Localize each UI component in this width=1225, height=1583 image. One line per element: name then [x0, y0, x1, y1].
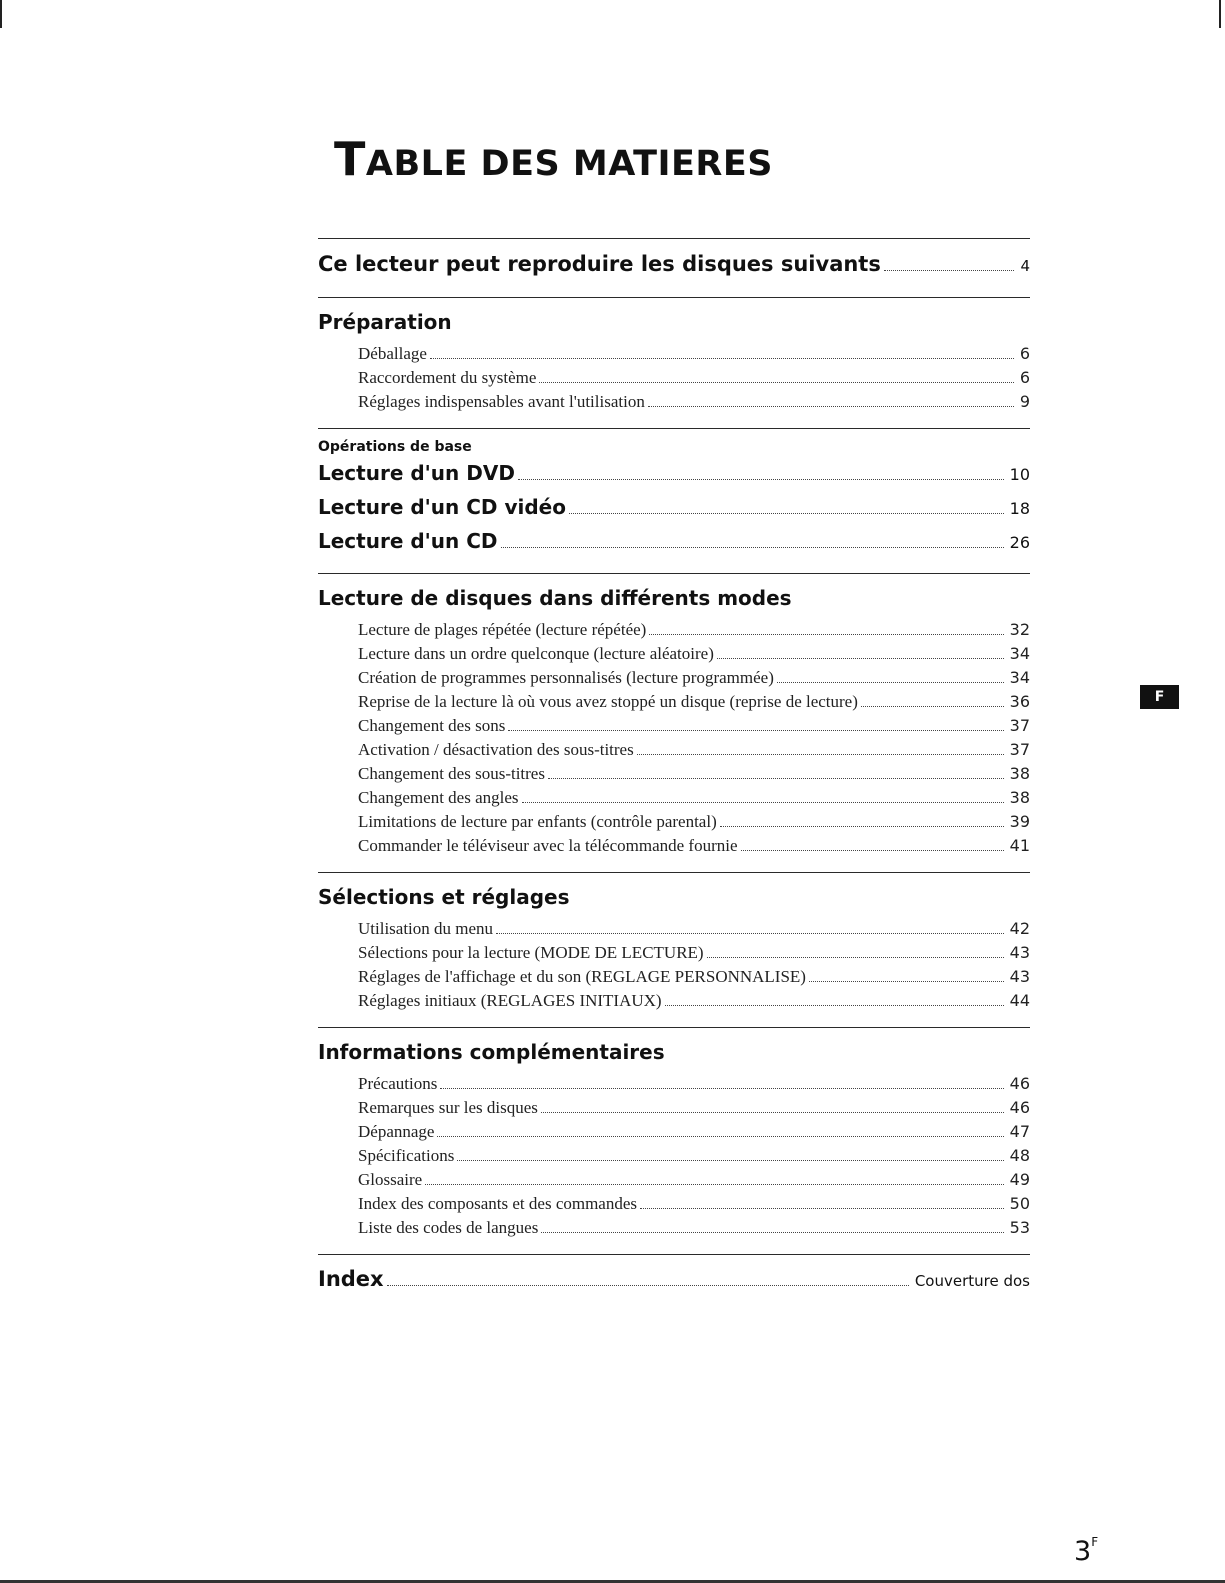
- entry-page: 6: [1019, 368, 1030, 387]
- section-settings: [318, 872, 1030, 1013]
- section-rule: [318, 1254, 1030, 1255]
- title-rest: ABLE DES MATIERES: [365, 144, 773, 184]
- dot-leader: [665, 1005, 1004, 1006]
- entry-label: Activation / désactivation des sous-titres: [358, 740, 634, 759]
- toc-entry-intro[interactable]: [318, 247, 1030, 283]
- dot-leader: [637, 754, 1004, 755]
- toc-entry[interactable]: [318, 491, 1030, 525]
- entry-page: 34: [1009, 644, 1030, 663]
- toc-entry-index[interactable]: [318, 1263, 1030, 1297]
- entry-page: 18: [1009, 499, 1030, 518]
- toc-entry[interactable]: [358, 690, 1030, 714]
- toc-entry[interactable]: [358, 1192, 1030, 1216]
- toc-entry[interactable]: [358, 1120, 1030, 1144]
- entry-label: Lecture de plages répétée (lecture répétée): [358, 620, 647, 639]
- section-index: [318, 1254, 1030, 1297]
- entry-list: [318, 1072, 1030, 1240]
- toc-entry[interactable]: [358, 642, 1030, 666]
- toc-entry[interactable]: [358, 714, 1030, 738]
- dot-leader: [569, 513, 1004, 514]
- dot-leader: [649, 634, 1003, 635]
- dot-leader: [430, 358, 1014, 359]
- right-edge-mark: [1219, 0, 1221, 28]
- entry-label: Lecture d'un CD: [318, 529, 498, 553]
- entry-page: 46: [1009, 1074, 1030, 1093]
- section-heading: Lecture de disques dans différents modes: [318, 586, 792, 610]
- entry-label: Commander le téléviseur avec la télécommande fournie: [358, 836, 738, 855]
- dot-leader: [640, 1208, 1004, 1209]
- toc-entry[interactable]: [358, 1216, 1030, 1240]
- section-basics: [318, 428, 1030, 559]
- entry-page: 42: [1009, 919, 1030, 938]
- page-title: [334, 132, 773, 186]
- entry-label: Raccordement du système: [358, 368, 537, 387]
- entry-page: 43: [1009, 943, 1030, 962]
- entry-label: Création de programmes personnalisés (lecture programmée): [358, 668, 774, 687]
- entry-page: 26: [1009, 533, 1030, 552]
- dot-leader: [440, 1088, 1003, 1089]
- entry-label: Lecture d'un DVD: [318, 461, 515, 485]
- toc-entry[interactable]: [358, 786, 1030, 810]
- entry-label: Spécifications: [358, 1146, 455, 1165]
- dot-leader: [777, 682, 1004, 683]
- toc-entry[interactable]: [358, 666, 1030, 690]
- dot-leader: [548, 778, 1004, 779]
- toc-entry[interactable]: [358, 366, 1030, 390]
- entry-list: [318, 618, 1030, 858]
- section-rule: [318, 428, 1030, 429]
- language-tab: F: [1140, 685, 1179, 709]
- entry-label: Ce lecteur peut reproduire les disques suivants: [318, 252, 881, 276]
- entry-page: 49: [1009, 1170, 1030, 1189]
- entry-list: [318, 342, 1030, 414]
- toc-entry[interactable]: [358, 917, 1030, 941]
- section-rule: [318, 1027, 1030, 1028]
- dot-leader: [457, 1160, 1003, 1161]
- section-rule: [318, 872, 1030, 873]
- section-info: [318, 1027, 1030, 1240]
- table-of-contents: [318, 238, 1030, 1311]
- dot-leader: [717, 658, 1004, 659]
- entry-page: 38: [1009, 788, 1030, 807]
- dot-leader: [539, 382, 1013, 383]
- entry-label: Réglages indispensables avant l'utilisation: [358, 392, 645, 411]
- section-preparation: [318, 297, 1030, 414]
- toc-entry[interactable]: [358, 989, 1030, 1013]
- toc-entry[interactable]: [358, 810, 1030, 834]
- entry-label: Reprise de la lecture là où vous avez stoppé un disque (reprise de lecture): [358, 692, 858, 711]
- toc-entry[interactable]: [358, 390, 1030, 414]
- dot-leader: [508, 730, 1003, 731]
- entry-page: 53: [1009, 1218, 1030, 1237]
- section-heading: Préparation: [318, 310, 452, 334]
- dot-leader: [720, 826, 1004, 827]
- section-heading: Informations complémentaires: [318, 1040, 665, 1064]
- entry-page: 6: [1019, 344, 1030, 363]
- entry-label: Lecture d'un CD vidéo: [318, 495, 566, 519]
- entry-list: [318, 917, 1030, 1013]
- dot-leader: [387, 1285, 909, 1286]
- dot-leader: [425, 1184, 1003, 1185]
- entry-label: Réglages de l'affichage et du son (REGLAGE PERSONNALISE): [358, 967, 806, 986]
- dot-leader: [518, 479, 1004, 480]
- toc-entry[interactable]: [358, 762, 1030, 786]
- dot-leader: [541, 1112, 1004, 1113]
- entry-label: Dépannage: [358, 1122, 435, 1141]
- toc-entry[interactable]: [358, 1144, 1030, 1168]
- dot-leader: [741, 850, 1004, 851]
- entry-page: 39: [1009, 812, 1030, 831]
- toc-entry[interactable]: [358, 834, 1030, 858]
- toc-entry[interactable]: [358, 1168, 1030, 1192]
- entry-label: Réglages initiaux (REGLAGES INITIAUX): [358, 991, 662, 1010]
- toc-entry[interactable]: [358, 342, 1030, 366]
- toc-entry[interactable]: [358, 738, 1030, 762]
- page-number: [1074, 1535, 1098, 1567]
- title-initial: T: [334, 132, 366, 186]
- section-heading: Opérations de base: [318, 439, 472, 455]
- toc-entry[interactable]: [318, 525, 1030, 559]
- entry-page: 48: [1009, 1146, 1030, 1165]
- section-modes: [318, 573, 1030, 858]
- section-rule: [318, 297, 1030, 298]
- entry-page: 4: [1020, 257, 1030, 275]
- entry-page: 47: [1009, 1122, 1030, 1141]
- dot-leader: [541, 1232, 1003, 1233]
- page-number-suffix: F: [1091, 1535, 1099, 1549]
- dot-leader: [809, 981, 1004, 982]
- toc-entry[interactable]: [358, 941, 1030, 965]
- section-intro: [318, 238, 1030, 283]
- entry-label: Lecture dans un ordre quelconque (lecture aléatoire): [358, 644, 714, 663]
- entry-label: Utilisation du menu: [358, 919, 494, 938]
- entry-label: Glossaire: [358, 1170, 423, 1189]
- dot-leader: [496, 933, 1004, 934]
- entry-label: Remarques sur les disques: [358, 1098, 538, 1117]
- toc-entry[interactable]: [358, 1072, 1030, 1096]
- entry-label: Index: [318, 1267, 384, 1291]
- entry-page: 38: [1009, 764, 1030, 783]
- entry-page: 50: [1009, 1194, 1030, 1213]
- entry-label: Changement des sous-titres: [358, 764, 545, 783]
- entry-page: 43: [1009, 967, 1030, 986]
- entry-page: 9: [1019, 392, 1030, 411]
- entry-page: 32: [1009, 620, 1030, 639]
- entry-page: 34: [1009, 668, 1030, 687]
- dot-leader: [501, 547, 1004, 548]
- entry-page: 37: [1009, 716, 1030, 735]
- entry-label: Déballage: [358, 344, 427, 363]
- dot-leader: [437, 1136, 1003, 1137]
- entry-page: Couverture dos: [914, 1272, 1030, 1290]
- entry-page: 46: [1009, 1098, 1030, 1117]
- entry-page: 44: [1009, 991, 1030, 1010]
- dot-leader: [884, 270, 1015, 271]
- entry-page: 36: [1009, 692, 1030, 711]
- section-rule: [318, 238, 1030, 239]
- entry-page: 10: [1009, 465, 1030, 484]
- dot-leader: [648, 406, 1014, 407]
- section-rule: [318, 573, 1030, 574]
- entry-page: 41: [1009, 836, 1030, 855]
- toc-entry[interactable]: [358, 1096, 1030, 1120]
- entry-label: Index des composants et des commandes: [358, 1194, 638, 1213]
- entry-list: [318, 457, 1030, 559]
- entry-label: Sélections pour la lecture (MODE DE LECTURE): [358, 943, 704, 962]
- left-edge-mark: [0, 0, 2, 28]
- entry-label: Changement des sons: [358, 716, 506, 735]
- entry-label: Changement des angles: [358, 788, 519, 807]
- toc-entry[interactable]: [358, 618, 1030, 642]
- entry-label: Limitations de lecture par enfants (contrôle parental): [358, 812, 717, 831]
- entry-label: Précautions: [358, 1074, 438, 1093]
- toc-entry[interactable]: [358, 965, 1030, 989]
- page-number-value: 3: [1074, 1536, 1092, 1567]
- dot-leader: [522, 802, 1004, 803]
- dot-leader: [861, 706, 1004, 707]
- section-heading: Sélections et réglages: [318, 885, 570, 909]
- toc-entry[interactable]: [318, 457, 1030, 491]
- entry-label: Liste des codes de langues: [358, 1218, 539, 1237]
- dot-leader: [707, 957, 1004, 958]
- entry-page: 37: [1009, 740, 1030, 759]
